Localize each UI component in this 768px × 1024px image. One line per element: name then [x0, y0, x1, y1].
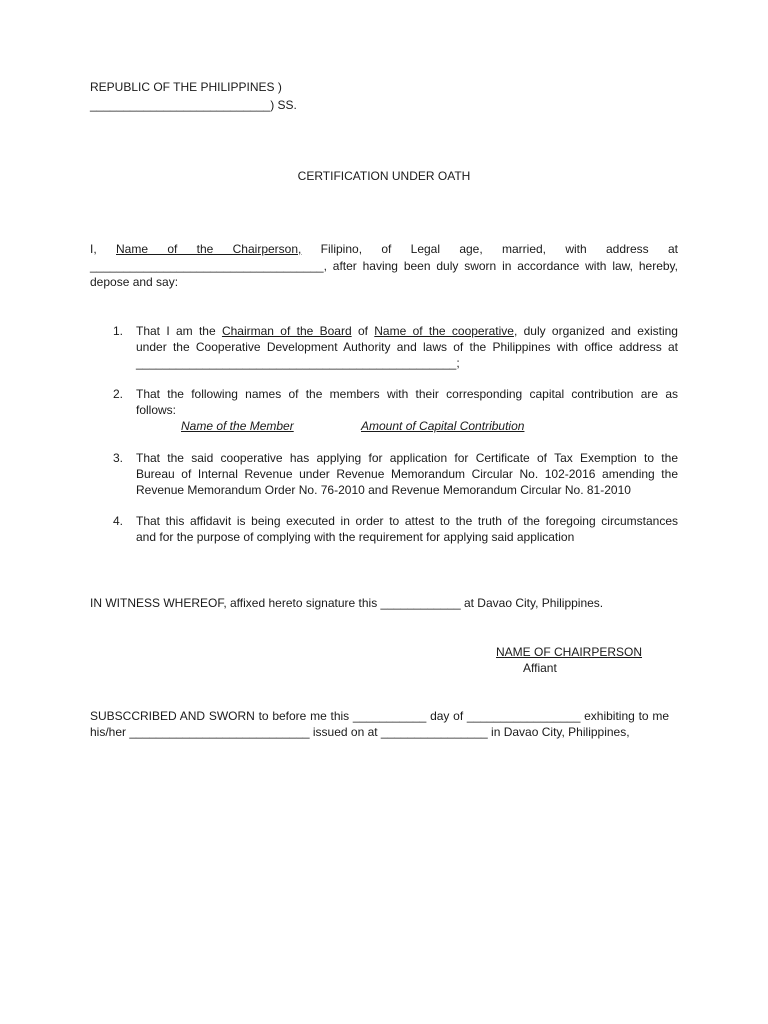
header-line-2: ___________________________) SS.	[90, 98, 297, 112]
item-2-line-2: follows:	[136, 403, 177, 417]
signature-role: Affiant	[523, 661, 557, 675]
chairperson-name-field: Name of the Chairperson,	[116, 242, 302, 256]
cooperative-name-field: Name of the cooperative	[374, 324, 514, 338]
item-4-number: 4.	[113, 514, 124, 528]
item-3-line-1: That the said cooperative has applying for application for Certificate of Tax Exemption to the	[136, 451, 678, 465]
item-1-number: 1.	[113, 324, 124, 338]
intro-line-2-text: after having been duly sworn in accordance with law, hereby,	[332, 259, 678, 273]
document-title: CERTIFICATION UNDER OATH	[297, 169, 471, 183]
header-line-1: REPUBLIC OF THE PHILIPPINES )	[90, 80, 282, 94]
capital-contribution-column-header: Amount of Capital Contribution	[361, 419, 525, 433]
intro-line-3: depose and say:	[90, 275, 179, 289]
intro-i: I,	[90, 242, 97, 256]
item-1-text-c: of	[357, 324, 368, 338]
subscribed-line-1: SUBSCCRIBED AND SWORN to before me this ___________ day of _________________ exhibiting to me	[90, 709, 669, 723]
intro-line-1	[90, 241, 678, 257]
subscribed-line-2: his/her ___________________________ issued on at ________________ in Davao City, Philippines,	[90, 725, 630, 739]
intro-line-2	[90, 258, 678, 274]
item-1-text-a: That I am the	[136, 324, 216, 338]
office-address-blank: ________________________________________________;	[136, 356, 460, 370]
item-1-text-e: , duly organized and existing	[513, 324, 678, 338]
item-1-line-1	[136, 323, 678, 339]
witness-line: IN WITNESS WHEREOF, affixed hereto signature this ____________ at Davao City, Philippines.	[90, 596, 604, 610]
item-2-number: 2.	[113, 387, 124, 401]
signature-name: NAME OF CHAIRPERSON	[496, 645, 643, 659]
intro-rest: Filipino, of Legal age, married, with address at	[320, 242, 678, 256]
item-2-line-1: That the following names of the members with their corresponding capital contribution are as	[136, 387, 678, 401]
item-4-line-1: That this affidavit is being executed in order to attest to the truth of the foregoing circumstances	[136, 514, 678, 528]
chairman-field: Chairman of the Board	[221, 324, 352, 338]
item-3-line-3: Revenue Memorandum Order No. 76-2010 and Revenue Memorandum Circular No. 81-2010	[136, 483, 631, 497]
item-3-line-2: Bureau of Internal Revenue under Revenue Memorandum Circular No. 102-2016 amending the	[136, 467, 678, 481]
item-1-line-2: under the Cooperative Development Authority and laws of the Philippines with office address at	[136, 340, 678, 354]
item-4-line-2: and for the purpose of complying with the requirement for applying said application	[136, 530, 575, 544]
item-3-number: 3.	[113, 451, 124, 465]
address-blank: ___________________________________,	[90, 259, 327, 273]
member-name-column-header: Name of the Member	[181, 419, 294, 433]
